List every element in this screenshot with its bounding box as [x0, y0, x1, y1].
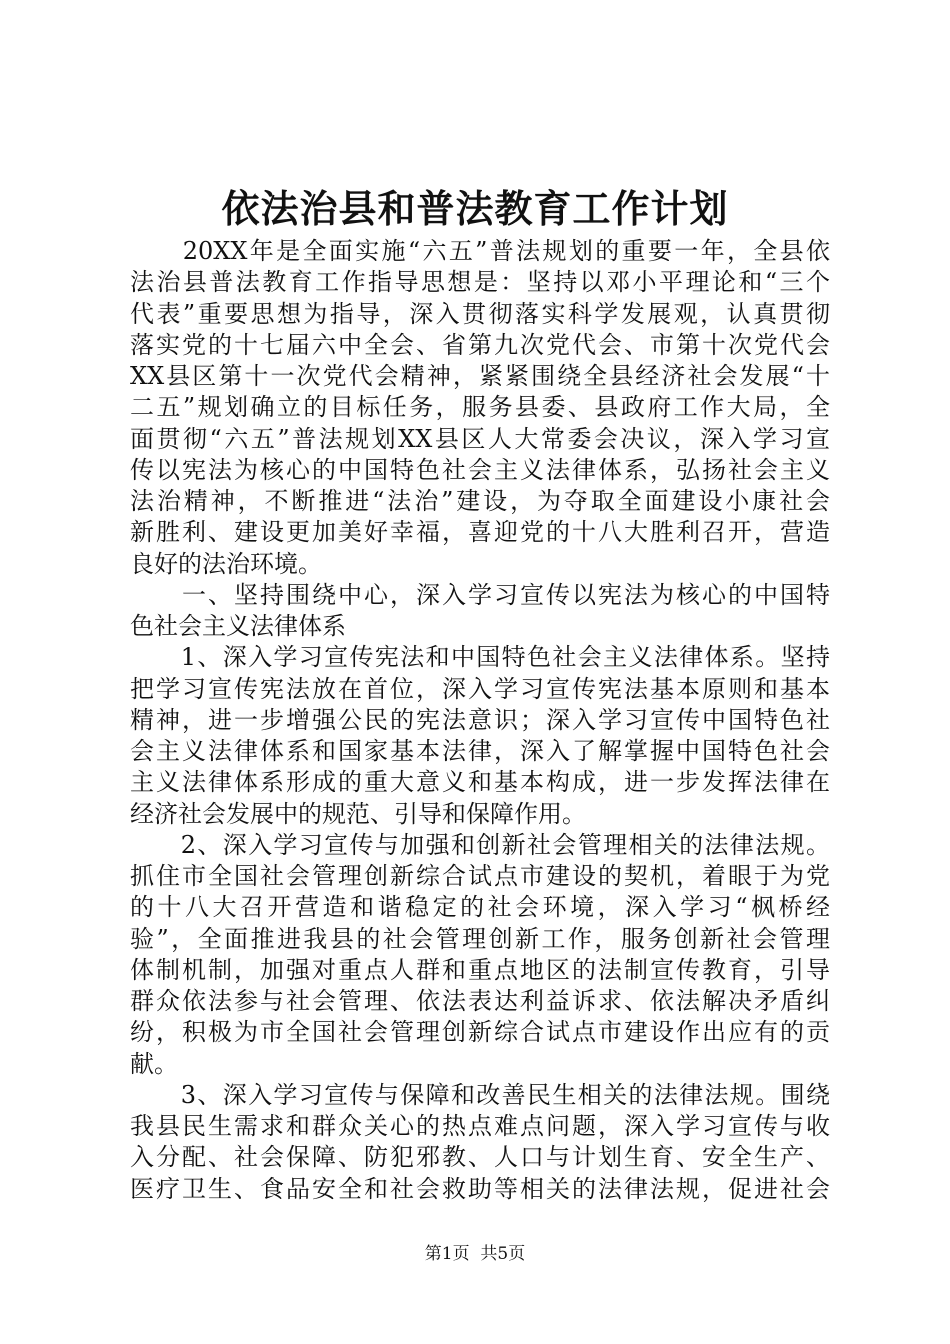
document-title: 依法治县和普法教育工作计划	[221, 187, 729, 231]
body-line: 的十八大召开营造和谐稳定的社会环境，深入学习“枫桥经	[130, 893, 830, 922]
body-line: 3、深入学习宣传与保障和改善民生相关的法律法规。围绕	[130, 1080, 830, 1109]
body-line: 1、深入学习宣传宪法和中国特色社会主义法律体系。坚持	[130, 643, 830, 672]
body-line: 经济社会发展中的规范、引导和保障作用。	[130, 799, 586, 828]
section-heading-line: 一、坚持围绕中心，深入学习宣传以宪法为核心的中国特	[130, 580, 830, 609]
body-line: 面贯彻“六五”普法规划XX县区人大常委会决议，深入学习宣	[130, 424, 830, 453]
body-line: 2、深入学习宣传与加强和创新社会管理相关的法律法规。	[130, 830, 830, 859]
body-line: 新胜利、建设更加美好幸福，喜迎党的十八大胜利召开，营造	[130, 518, 830, 547]
body-line: 体制机制，加强对重点人群和重点地区的法制宣传教育，引导	[130, 955, 830, 984]
body-line: XX县区第十一次党代会精神，紧紧围绕全县经济社会发展“十	[130, 362, 830, 390]
body-line: 抓住市全国社会管理创新综合试点市建设的契机，着眼于为党	[130, 862, 830, 890]
body-line: 法治县普法教育工作指导思想是：坚持以邓小平理论和“三个	[130, 268, 830, 297]
body-line: 我县民生需求和群众关心的热点难点问题，深入学习宣传与收	[130, 1112, 830, 1140]
body-line: 主义法律体系形成的重大意义和基本构成，进一步发挥法律在	[130, 768, 830, 797]
body-line: 精神，进一步增强公民的宪法意识；深入学习宣传中国特色社	[130, 705, 830, 734]
body-line: 会主义法律体系和国家基本法律，深入了解掌握中国特色社会	[130, 737, 830, 765]
body-line: 纷，积极为市全国社会管理创新综合试点市建设作出应有的贡	[130, 1018, 830, 1047]
body-line: 献。	[130, 1049, 178, 1078]
page-footer	[0, 1242, 950, 1266]
page-total: 共5页	[480, 1244, 526, 1264]
body-line: 二五”规划确立的目标任务，服务县委、县政府工作大局，全	[130, 393, 830, 422]
body-line: 医疗卫生、食品安全和社会救助等相关的法律法规，促进社会	[130, 1174, 830, 1203]
section-heading-line: 色社会主义法律体系	[130, 612, 346, 640]
body-line: 验”，全面推进我县的社会管理创新工作，服务创新社会管理	[130, 924, 830, 953]
body-line: 传以宪法为核心的中国特色社会主义法律体系，弘扬社会主义	[130, 455, 830, 484]
body-line: 落实党的十七届六中全会、省第九次党代会、市第十次党代会	[130, 330, 830, 359]
body-line: 把学习宣传宪法放在首位，深入学习宣传宪法基本原则和基本	[130, 674, 830, 703]
body-line: 法治精神，不断推进“法治”建设，为夺取全面建设小康社会	[130, 487, 830, 515]
body-line: 群众依法参与社会管理、依法表达利益诉求、依法解决矛盾纠	[130, 987, 830, 1015]
page-number: 第1页	[424, 1244, 470, 1264]
document-body	[130, 236, 830, 1205]
body-line: 入分配、社会保障、防犯邪教、人口与计划生育、安全生产、	[130, 1143, 830, 1172]
body-line: 代表”重要思想为指导，深入贯彻落实科学发展观，认真贯彻	[130, 299, 830, 328]
body-line: 良好的法治环境。	[130, 549, 322, 578]
body-line: 20XX年是全面实施“六五”普法规划的重要一年，全县依	[130, 237, 830, 265]
